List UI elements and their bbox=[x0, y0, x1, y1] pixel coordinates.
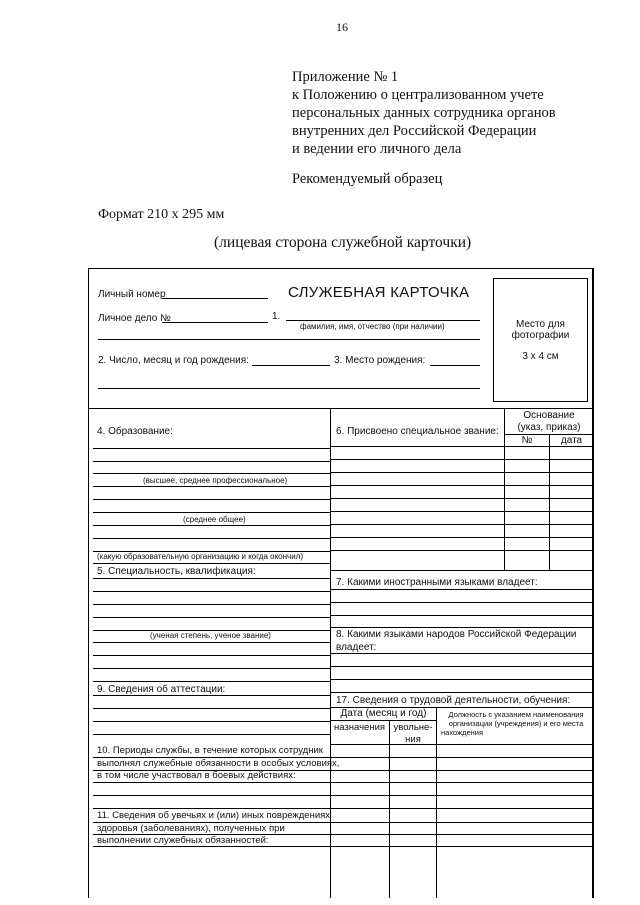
edu-general-caption: (среднее общее) bbox=[183, 515, 246, 524]
injury-line: 11. Сведения об увечьях и (или) иных повреждениях bbox=[97, 810, 331, 821]
spec-row-line bbox=[93, 617, 330, 618]
att-row-line bbox=[93, 695, 330, 696]
special-row-line bbox=[93, 808, 330, 809]
lang-row-line bbox=[330, 589, 593, 590]
injury-row-line bbox=[93, 834, 330, 835]
rf-lang-row-line bbox=[330, 653, 593, 654]
rf-lang-label2: владеет: bbox=[336, 642, 377, 653]
fio-line2[interactable] bbox=[98, 339, 480, 340]
annex-line: Приложение № 1 bbox=[292, 69, 399, 85]
rank-row-line bbox=[330, 459, 593, 460]
labor-position-label bbox=[441, 710, 591, 737]
edu-row-line bbox=[93, 538, 330, 539]
basis-no-label: № bbox=[521, 435, 533, 446]
labor-dismiss-label: увольне- bbox=[393, 722, 433, 733]
labor-row-line bbox=[330, 808, 593, 809]
annex-line: внутренних дел Российской Федерации bbox=[292, 123, 537, 139]
foreign-lang-label: 7. Какими иностранными языками владеет: bbox=[336, 577, 538, 588]
special-line: 10. Периоды службы, в течение которых сотрудник bbox=[97, 745, 323, 756]
spec-row-line bbox=[93, 668, 330, 669]
personal-number-field[interactable] bbox=[162, 298, 268, 299]
basis-sub-label: (указ, приказ) bbox=[517, 422, 581, 433]
rf-lang-label: 8. Какими языками народов Российской Федерации bbox=[336, 629, 577, 640]
section-divider bbox=[88, 408, 593, 409]
page-number: 16 bbox=[336, 20, 348, 34]
rank-label: 6. Присвоено специальное звание: bbox=[336, 426, 499, 437]
labor-date-divider bbox=[389, 720, 390, 898]
spec-row-line bbox=[93, 578, 330, 579]
card-title: СЛУЖЕБНАЯ КАРТОЧКА bbox=[288, 284, 470, 301]
rank-row-line bbox=[330, 446, 593, 447]
birth-date-label: 2. Число, месяц и год рождения: bbox=[98, 355, 249, 366]
birth-place-label: 3. Место рождения: bbox=[334, 355, 426, 366]
special-conditions-label bbox=[97, 745, 339, 783]
fio-field[interactable] bbox=[286, 320, 480, 321]
labor-row-line bbox=[330, 757, 593, 758]
att-row-line bbox=[93, 721, 330, 722]
injury-label bbox=[97, 810, 331, 848]
injury-line: здоровья (заболеваниях), полученных при bbox=[97, 822, 285, 834]
labor-row-line bbox=[330, 782, 593, 783]
att-row-line bbox=[93, 734, 330, 735]
rank-row-line bbox=[330, 485, 593, 486]
rank-row-line bbox=[330, 570, 593, 571]
labor-pos-divider bbox=[436, 707, 437, 898]
annex-line: и ведении его личного дела bbox=[292, 141, 462, 157]
education-label: 4. Образование: bbox=[97, 426, 173, 437]
edu-row-line bbox=[93, 512, 330, 513]
special-row-line bbox=[93, 770, 330, 771]
personal-file-field[interactable] bbox=[162, 322, 268, 323]
photo-box bbox=[493, 278, 588, 402]
labor-row-line bbox=[330, 770, 593, 771]
fio-caption: фамилия, имя, отчество (при наличии) bbox=[300, 322, 445, 331]
card-right-border bbox=[593, 268, 594, 898]
rf-lang-row-line bbox=[330, 666, 593, 667]
side-title: (лицевая сторона служебной карточки) bbox=[214, 234, 472, 251]
labor-label: 17. Сведения о трудовой деятельности, обучения: bbox=[336, 695, 571, 706]
labor-row-line bbox=[330, 822, 593, 823]
injury-row-line bbox=[93, 822, 330, 823]
injury-row-line bbox=[93, 846, 330, 847]
labor-pos-line: Должность с указанием наименования bbox=[448, 710, 584, 719]
lang-row-line bbox=[330, 602, 593, 603]
rank-row-line bbox=[330, 472, 593, 473]
labor-row-line bbox=[330, 744, 593, 745]
labor-appoint-label: назначения bbox=[333, 722, 386, 733]
photo-size: 3 х 4 см bbox=[522, 351, 559, 362]
labor-pos-line: организации (учреждения) и его места bbox=[448, 719, 584, 728]
photo-line1: Место для bbox=[516, 319, 565, 330]
basis-label: Основание bbox=[523, 410, 575, 421]
labor-pos-line: нахождения bbox=[441, 728, 484, 737]
special-line: в том числе участвовал в боевых действиях: bbox=[97, 770, 296, 781]
rank-row-line bbox=[330, 537, 593, 538]
edu-row-line bbox=[93, 461, 330, 462]
birth-date-field[interactable] bbox=[252, 365, 330, 366]
edu-row-line bbox=[93, 525, 330, 526]
basis-date-label: дата bbox=[560, 435, 583, 446]
item1-label: 1. bbox=[272, 311, 281, 322]
spec-row-line bbox=[93, 642, 330, 643]
edu-row-line bbox=[93, 448, 330, 449]
rf-lang-row-line bbox=[330, 679, 593, 680]
rank-row-line bbox=[330, 511, 593, 512]
edu-row-line bbox=[93, 563, 330, 564]
att-row-line bbox=[93, 708, 330, 709]
degree-caption: (ученая степень, ученое звание) bbox=[150, 631, 271, 640]
special-line: выполнял служебные обязанности в особых условиях, bbox=[97, 757, 340, 769]
labor-date-sub-line bbox=[330, 720, 436, 721]
birth-place-field[interactable] bbox=[430, 365, 480, 366]
birth-place-line2[interactable] bbox=[98, 388, 480, 389]
lang-row-line bbox=[330, 615, 593, 616]
spec-row-line bbox=[93, 655, 330, 656]
edu-higher-caption: (высшее, среднее профессиональное) bbox=[143, 476, 288, 485]
format-size: Формат 210 х 295 мм bbox=[98, 207, 225, 222]
labor-row-line bbox=[330, 795, 593, 796]
special-row-line bbox=[93, 795, 330, 796]
annex-line: персональных данных сотрудника органов bbox=[292, 105, 556, 121]
edu-row-line bbox=[93, 486, 330, 487]
annex-line: к Положению о централизованном учете bbox=[292, 87, 544, 103]
labor-row-line bbox=[330, 834, 593, 835]
attestation-label: 9. Сведения об аттестации: bbox=[97, 684, 226, 695]
rank-row-line bbox=[330, 498, 593, 499]
rf-lang-row-line bbox=[330, 692, 593, 693]
personal-file-label: Личное дело № bbox=[98, 313, 171, 324]
edu-row-line bbox=[93, 473, 330, 474]
personal-number-label: Личный номер bbox=[98, 289, 166, 300]
rank-row-line bbox=[330, 524, 593, 525]
labor-row-line bbox=[330, 846, 593, 847]
spec-row-line bbox=[93, 604, 330, 605]
spec-row-line bbox=[93, 591, 330, 592]
labor-dismiss-label2: ния bbox=[405, 734, 421, 745]
edu-row-line bbox=[93, 499, 330, 500]
photo-line2: фотографии bbox=[511, 330, 570, 341]
specialty-label: 5. Специальность, квалификация: bbox=[97, 566, 256, 577]
edu-org-caption: (какую образовательную организацию и когда окончил) bbox=[97, 552, 304, 561]
injury-line: выполнении служебных обязанностей: bbox=[97, 835, 269, 846]
labor-date-label: Дата (месяц и год) bbox=[340, 708, 427, 719]
special-row-line bbox=[93, 757, 330, 758]
special-row-line bbox=[93, 782, 330, 783]
annex-header bbox=[292, 68, 556, 158]
recommended-sample: Рекомендуемый образец bbox=[292, 171, 443, 187]
spec-row-line bbox=[93, 681, 330, 682]
lang-row-line bbox=[330, 627, 593, 628]
rank-row-line bbox=[330, 550, 593, 551]
